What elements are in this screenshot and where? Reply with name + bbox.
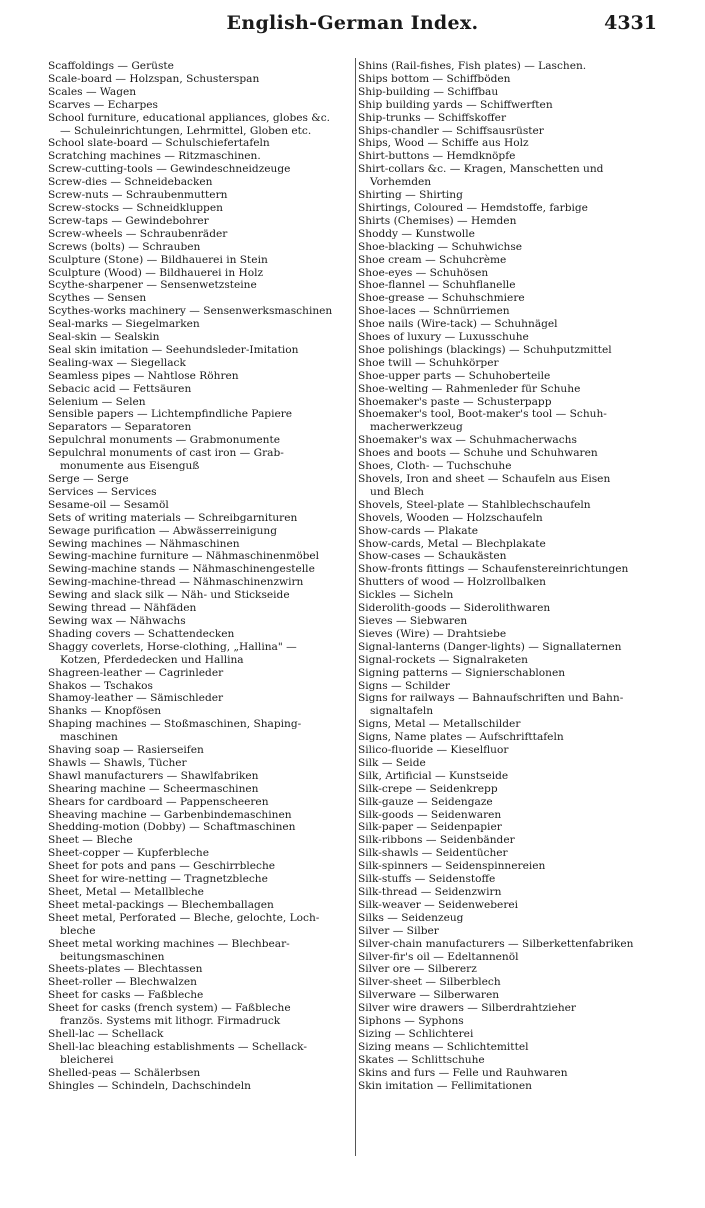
index-entry: Shawls — Shawls, Tücher [48, 756, 187, 769]
index-entry: Shaggy coverlets, Horse-clothing, „Hallina" — [48, 640, 297, 653]
index-entry: Sculpture (Stone) — Bildhauerei in Stein [48, 253, 268, 266]
index-entry: Shoe-eyes — Schuhösen [358, 266, 489, 279]
index-entry: Sewing-machine stands — Nähmaschinengestelle [48, 563, 315, 576]
index-entry: Scarves — Echarpes [48, 98, 158, 111]
index-entry: Silk-crepe — Seidenkrepp [358, 782, 498, 795]
index-entry: Signs, Name plates — Aufschrifttafeln [358, 731, 564, 744]
index-entry: Serge — Serge [48, 473, 129, 485]
index-entry: Shakos — Tschakos [48, 679, 153, 692]
index-entry: Skates — Schlittschuhe [358, 1053, 485, 1066]
index-entry: Shirt-collars &c. — Kragen, Manschetten und [358, 163, 604, 176]
index-entry: Silver wire drawers — Silberdrahtzieher [358, 1002, 576, 1015]
index-entry: Shears for cardboard — Pappenscheeren [48, 795, 269, 808]
index-entry: Shoddy — Kunstwolle [358, 227, 475, 240]
index-entry: Shamoy-leather — Sämischleder [48, 692, 224, 705]
index-entry: Sheets-plates — Blechtassen [48, 963, 203, 976]
index-entry: Sheet-copper — Kupferbleche [48, 847, 209, 860]
index-entry: Shearing machine — Scheermaschinen [48, 782, 259, 795]
index-entry: Screw-stocks — Schneidkluppen [48, 201, 223, 214]
index-entry: Sewing thread — Nähfäden [48, 602, 197, 615]
index-entry: Shoe-upper parts — Schuhoberteile [358, 369, 551, 382]
index-entry-continuation: bleicherei [60, 1053, 114, 1066]
index-entry: Shoe cream — Schuhcrème [358, 253, 507, 266]
index-entry: Scythes-works machinery — Sensenwerksmaschinen [48, 305, 333, 318]
index-entry: Ships, Wood — Schiffe aus Holz [358, 137, 529, 150]
index-entry: Shaving soap — Rasierseifen [48, 744, 204, 757]
index-entry: Show-cards, Metal — Blechplakate [358, 537, 546, 550]
index-entry: Signal-lanterns (Danger-lights) — Signallaternen [358, 640, 622, 653]
index-entry: Shading covers — Schattendecken [48, 627, 235, 640]
index-entry: Shell-lac — Schellack [48, 1027, 164, 1040]
index-entry: Shelled-peas — Schälerbsen [48, 1066, 201, 1079]
index-entry-continuation: Vorhemden [370, 176, 432, 189]
index-entry: Sheet, Metal — Metallbleche [48, 886, 204, 898]
index-column-left [48, 60, 352, 1093]
index-entry: Shirts (Chemises) — Hemden [358, 214, 517, 227]
index-entry-continuation: bleche [60, 924, 96, 937]
index-entry-continuation: Kotzen, Pferdedecken und Hallina [60, 653, 244, 666]
index-entry-continuation: signaltafeln [370, 705, 434, 718]
index-entry: Sheet for wire-netting — Tragnetzbleche [48, 873, 268, 886]
index-entry-continuation: macherwerkzeug [370, 421, 463, 434]
index-entry-continuation: monumente aus Eisenguß [60, 460, 200, 473]
index-entry: Sheet for pots and pans — Geschirrbleche [48, 860, 276, 873]
index-entry: Shedding-motion (Dobby) — Schaftmaschinen [48, 821, 296, 834]
index-entry: Shovels, Iron and sheet — Schaufeln aus Eisen [358, 473, 611, 485]
index-entry: Scythe-sharpener — Sensenwetzsteine [48, 279, 257, 292]
index-entry: Sheet metal working machines — Blechbear- [48, 937, 290, 950]
index-entry: Shoes of luxury — Luxusschuhe [358, 331, 529, 344]
index-entry: Sculpture (Wood) — Bildhauerei in Holz [48, 266, 264, 279]
index-entry: Sheet metal, Perforated — Bleche, gelochte, Loch- [48, 911, 320, 924]
index-entry: Ship-trunks — Schiffskoffer [358, 111, 507, 124]
index-entry: Screw-cutting-tools — Gewindeschneidzeuge [48, 163, 291, 176]
index-entry: Sheaving machine — Garbenbindemaschinen [48, 808, 292, 821]
index-entry: Screw-nuts — Schraubenmuttern [48, 189, 228, 202]
index-entry: Shagreen-leather — Cagrinleder [48, 666, 224, 679]
index-entry: Silver ore — Silbererz [358, 963, 477, 976]
index-entry: Shingles — Schindeln, Dachschindeln [48, 1079, 251, 1092]
index-entry: Shovels, Steel-plate — Stahlblechschaufeln [358, 498, 591, 511]
index-entry: Shanks — Knopfösen [48, 705, 162, 718]
index-entry: Scales — Wagen [48, 85, 137, 98]
index-entry: Signing patterns — Signierschablonen [358, 666, 566, 679]
index-entry: Seal-marks — Siegelmarken [48, 318, 200, 331]
index-entry: Shoe-flannel — Schuhflanelle [358, 279, 516, 292]
index-entry: Seal skin imitation — Seehundsleder-Imitation [48, 343, 299, 356]
index-entry: Sewing and slack silk — Näh- und Stickseide [48, 589, 290, 602]
index-entry: Silk-gauze — Seidengaze [358, 795, 493, 808]
index-entry: Sieves — Siebwaren [358, 614, 468, 627]
index-entry: Seal-skin — Sealskin [48, 331, 160, 344]
index-entry: Shoemaker's tool, Boot-maker's tool — Schuh- [358, 408, 607, 421]
index-entry: Sewing-machine-thread — Nähmaschinenzwirn [48, 576, 304, 589]
index-entry: Silk-goods — Seidenwaren [358, 808, 502, 821]
index-entry-continuation: beitungsmaschinen [60, 950, 165, 963]
index-entry: Sewing wax — Nähwachs [48, 614, 186, 627]
index-entry: Scythes — Sensen [48, 292, 147, 305]
index-entry: Silk, Artificial — Kunstseide [358, 769, 509, 782]
index-entry: Shoe-welting — Rahmenleder für Schuhe [358, 382, 581, 395]
index-entry: Show-cards — Plakate [358, 524, 479, 537]
index-entry: Sepulchral monuments — Grabmonumente [48, 434, 280, 447]
index-entry: Silk-weaver — Seidenweberei [358, 898, 519, 911]
index-entry: Sewing machines — Nähmaschinen [48, 537, 240, 550]
index-entry: Sepulchral monuments of cast iron — Grab- [48, 447, 284, 460]
index-entry: Scale-board — Holzspan, Schusterspan [48, 72, 260, 85]
index-entry: Sealing-wax — Siegellack [48, 356, 186, 369]
index-entry: Sewing-machine furniture — Nähmaschinenmöbel [48, 550, 320, 563]
index-entry: Silver — Silber [358, 924, 439, 937]
index-entry: Show-fronts fittings — Schaufenstereinrichtungen [358, 563, 629, 576]
index-entry: Shoe nails (Wire-tack) — Schuhnägel [358, 318, 558, 331]
index-entry: Screw-taps — Gewindebohrer [48, 214, 209, 227]
index-entry: School slate-board — Schulschiefertafeln [48, 137, 270, 150]
index-entry: Show-cases — Schaukästen [358, 550, 507, 563]
page-number: 4331 [604, 12, 657, 34]
index-entry: Shoes and boots — Schuhe und Schuhwaren [358, 447, 598, 460]
index-entry: Silver-sheet — Silberblech [358, 976, 501, 989]
index-entry: Sickles — Sicheln [358, 589, 454, 602]
index-entry: Signs for railways — Bahnaufschriften und Bahn- [358, 692, 624, 705]
index-entry: Shoe twill — Schuhkörper [358, 356, 499, 369]
index-entry: Skin imitation — Fellimitationen [358, 1079, 532, 1092]
index-entry: Shawl manufacturers — Shawlfabriken [48, 769, 259, 782]
index-entry: Skins and furs — Felle und Rauhwaren [358, 1066, 568, 1079]
index-entry: Sets of writing materials — Schreibgarnituren [48, 511, 298, 524]
index-entry: Scaffoldings — Gerüste [48, 60, 174, 72]
index-entry: Ships bottom — Schiffböden [358, 72, 511, 85]
index-entry: Silk-spinners — Seidenspinnereien [358, 860, 546, 873]
index-entry-continuation: französ. Systems mit lithogr. Firmadruck [60, 1015, 281, 1028]
index-entry: School furniture, educational appliances, globes &c. [48, 111, 331, 124]
index-entry: Sizing — Schlichterei [358, 1027, 474, 1040]
index-entry: Shoe-laces — Schnürriemen [358, 305, 510, 318]
index-entry: Services — Services [48, 485, 157, 498]
index-entry: Siphons — Syphons [358, 1015, 464, 1028]
page-title: English-German Index. [226, 12, 479, 34]
index-entry: Shirting — Shirting [358, 189, 463, 202]
index-entry-continuation: und Blech [370, 485, 424, 498]
index-entry: Silico-fluoride — Kieselfluor [358, 744, 509, 757]
index-entry: Silk-stuffs — Seidenstoffe [358, 873, 496, 886]
index-entry: Silk-ribbons — Seidenbänder [358, 834, 515, 847]
index-column-right [358, 60, 660, 1093]
index-entry: Sensible papers — Lichtempfindliche Papiere [48, 408, 293, 421]
index-entry: Shutters of wood — Holzrollbalken [358, 576, 546, 589]
index-entry: Shirtings, Coloured — Hemdstoffe, farbige [358, 201, 588, 214]
index-entry: Silk — Seide [358, 756, 426, 769]
index-entry: Siderolith-goods — Siderolithwaren [358, 602, 551, 615]
index-entry: Shoemaker's wax — Schuhmacherwachs [358, 434, 577, 447]
index-entry: Sewage purification — Abwässerreinigung [48, 524, 278, 537]
index-entry: Sheet for casks (french system) — Faßbleche [48, 1002, 291, 1015]
index-entry: Selenium — Selen [48, 395, 146, 408]
index-entry: Ship building yards — Schiffwerften [358, 98, 553, 111]
index-entry: Ships-chandler — Schiffsausrüster [358, 124, 544, 137]
index-entry: Separators — Separatoren [48, 421, 192, 434]
index-entry: Signs — Schilder [358, 679, 450, 692]
index-entry: Sesame-oil — Sesamöl [48, 498, 169, 511]
index-entry: Silver-fir's oil — Edeltannenöl [358, 950, 519, 963]
index-entry: Silks — Seidenzeug [358, 911, 464, 924]
index-entry: Shovels, Wooden — Holzschaufeln [358, 511, 543, 524]
index-entry: Screw-wheels — Schraubenräder [48, 227, 228, 240]
index-entry: Silk-thread — Seidenzwirn [358, 886, 502, 898]
index-entry: Shoes, Cloth- — Tuchschuhe [358, 460, 512, 473]
index-entry: Signs, Metal — Metallschilder [358, 718, 521, 731]
index-entry: Shoe-grease — Schuhschmiere [358, 292, 525, 305]
index-entry: Seamless pipes — Nahtlose Röhren [48, 369, 239, 382]
index-entry: Sizing means — Schlichtemittel [358, 1040, 529, 1053]
index-entry: Silverware — Silberwaren [358, 989, 500, 1002]
index-entry: Shirt-buttons — Hemdknöpfe [358, 150, 516, 163]
index-entry: Silk-shawls — Seidentücher [358, 847, 508, 860]
index-entry: Sheet metal-packings — Blechemballagen [48, 898, 274, 911]
index-entry: Sebacic acid — Fettsäuren [48, 382, 192, 395]
index-entry: Shoe polishings (blackings) — Schuhputzmittel [358, 343, 612, 356]
index-entry: Silk-paper — Seidenpapier [358, 821, 502, 834]
index-entry: Sheet-roller — Blechwalzen [48, 976, 197, 989]
index-entry: Shaping machines — Stoßmaschinen, Shaping- [48, 718, 302, 731]
page-header [0, 12, 705, 42]
index-entry: Sieves (Wire) — Drahtsiebe [358, 627, 507, 640]
index-entry: Scratching machines — Ritzmaschinen. [48, 150, 261, 163]
index-entry: Sheet — Bleche [48, 834, 133, 847]
index-entry: Sheet for casks — Faßbleche [48, 989, 204, 1002]
index-entry: Shoe-blacking — Schuhwichse [358, 240, 523, 253]
index-entry: Screw-dies — Schneidebacken [48, 176, 213, 189]
index-entry: Shins (Rail-fishes, Fish plates) — Laschen. [358, 60, 587, 72]
index-entry: Screws (bolts) — Schrauben [48, 240, 201, 253]
index-entry: Silver-chain manufacturers — Silberkettenfabriken [358, 937, 634, 950]
index-entry-continuation: maschinen [60, 731, 118, 744]
index-entry: Signal-rockets — Signalraketen [358, 653, 528, 666]
index-entry: Ship-building — Schiffbau [358, 85, 499, 98]
index-entry: Shell-lac bleaching establishments — Schellack- [48, 1040, 307, 1053]
column-divider [355, 58, 356, 1156]
index-entry: Shoemaker's paste — Schusterpapp [358, 395, 552, 408]
index-entry-continuation: — Schuleinrichtungen, Lehrmittel, Globen etc. [60, 124, 312, 137]
